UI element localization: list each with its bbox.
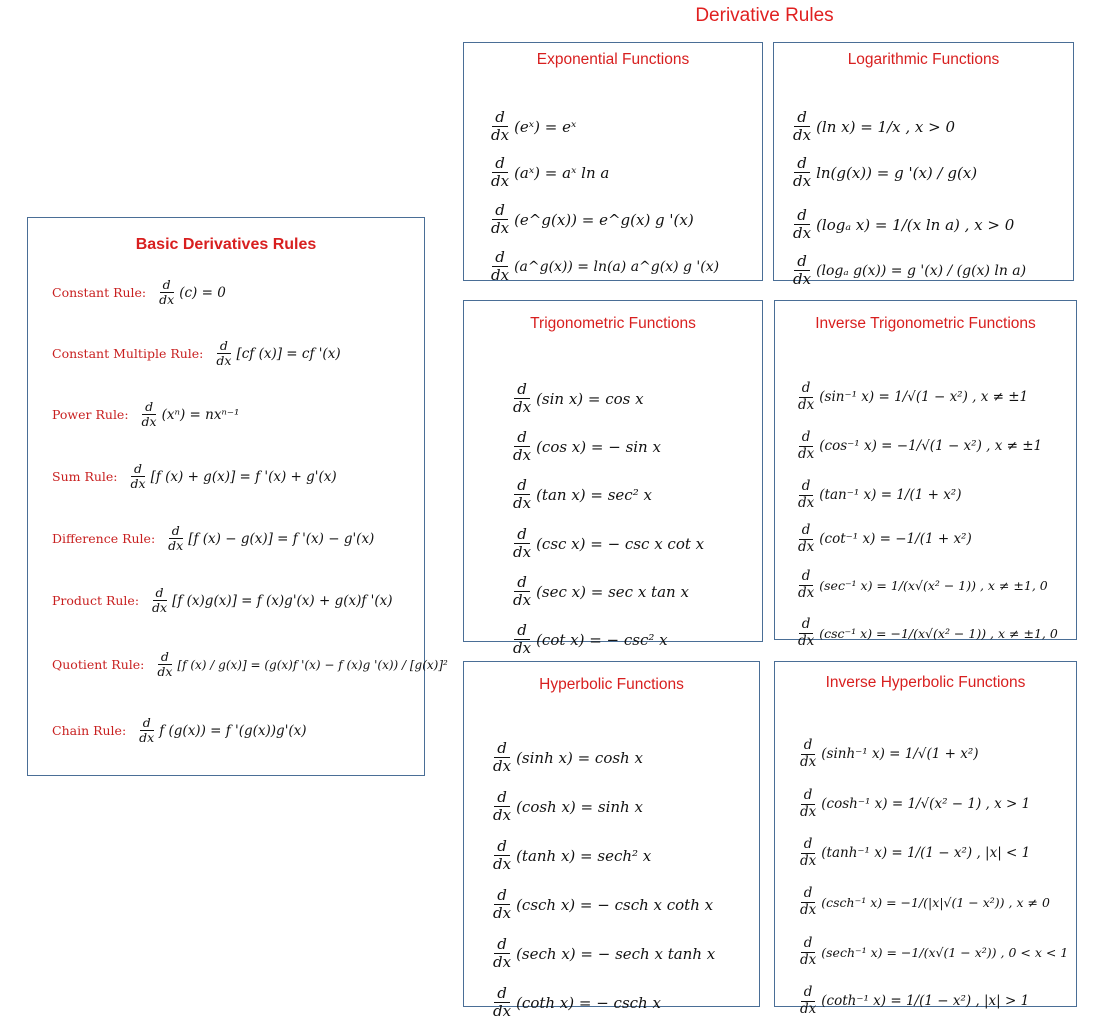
rule-formula: [cf (x)] = cf '(x) [236, 345, 341, 362]
trigonometric-panel [463, 300, 763, 658]
formula: $\frac{d}{dx}$ (csch x) = − csch x coth x [488, 887, 713, 923]
formula: $\frac{d}{dx}$ (sech⁻¹ x) = −1/(x√(1 − x²)) , 0 < x < 1 [795, 936, 1068, 968]
formula: $\frac{d}{dx}$ (eˣ) = eˣ [486, 109, 576, 145]
rule-label: Power Rule: [52, 407, 129, 423]
basic-rules-list [28, 218, 448, 775]
trigonometric-title: Trigonometric Functions [530, 315, 696, 332]
d-dx-operator: $\frac{d}{dx}$ [513, 525, 532, 562]
rule-label: Chain Rule: [52, 723, 127, 739]
inverse-trigonometric-title: Inverse Trigonometric Functions [815, 315, 1036, 332]
logarithmic-title: Logarithmic Functions [847, 51, 1000, 68]
formula: $\frac{d}{dx}$ (logₐ x) = 1/(x ln a) , x > 0 [788, 207, 1014, 243]
formula: $\frac{d}{dx}$ (sinh x) = cosh x [488, 740, 643, 776]
formula: $\frac{d}{dx}$ (aˣ) = aˣ ln a [486, 155, 609, 191]
formula: $\frac{d}{dx}$ (csc⁻¹ x) = −1/(x√(x² − 1)) , x ≠ ±1, 0 [793, 617, 1058, 649]
inverse-trigonometric-panel [774, 300, 1077, 649]
d-dx-operator: $\frac{d}{dx}$ [139, 715, 155, 746]
formula: $\frac{d}{dx}$ (cos⁻¹ x) = −1/√(1 − x²) , x ≠ ±1 [793, 430, 1042, 462]
d-dx-operator: $\frac{d}{dx}$ [800, 984, 817, 1017]
rule-formula: [f (x) / g(x)] = (g(x)f '(x) − f (x)g '(x)) / [g(x)]² [177, 657, 448, 672]
formula: $\frac{d}{dx}$ (cosh⁻¹ x) = 1/√(x² − 1) , x > 1 [795, 788, 1030, 820]
formula: $\frac{d}{dx}$ (sinh⁻¹ x) = 1/√(1 + x²) [795, 738, 979, 770]
rule-formula: [f (x)g(x)] = f (x)g'(x) + g(x)f '(x) [172, 592, 393, 609]
rule-label: Quotient Rule: [52, 657, 145, 673]
formula: $\frac{d}{dx}$ (tan⁻¹ x) = 1/(1 + x²) [793, 479, 961, 511]
formula: $\frac{d}{dx}$ (csch⁻¹ x) = −1/(|x|√(1 − x²)) , x ≠ 0 [795, 886, 1050, 918]
rule-product [52, 586, 393, 616]
rule-formula: [f (x) − g(x)] = f '(x) − g'(x) [188, 530, 375, 547]
exponential-panel [463, 42, 763, 285]
d-dx-operator: $\frac{d}{dx}$ [798, 568, 815, 601]
hyperbolic-panel [463, 661, 760, 1021]
d-dx-operator: $\frac{d}{dx}$ [493, 837, 512, 874]
hyperbolic-title: Hyperbolic Functions [539, 676, 684, 693]
d-dx-operator: $\frac{d}{dx}$ [793, 108, 812, 145]
d-dx-operator: $\frac{d}{dx}$ [513, 573, 532, 610]
rule-label: Product Rule: [52, 593, 140, 609]
rule-power [52, 400, 239, 430]
d-dx-operator: $\frac{d}{dx}$ [793, 154, 812, 191]
rule-label: Constant Rule: [52, 285, 147, 301]
basic-rules-panel [27, 217, 448, 776]
d-dx-operator: $\frac{d}{dx}$ [152, 585, 168, 616]
rule-constant [52, 278, 226, 308]
inverse-hyperbolic-title: Inverse Hyperbolic Functions [825, 674, 1026, 691]
d-dx-operator: $\frac{d}{dx}$ [493, 886, 512, 923]
rule-sum [52, 462, 337, 492]
rule-formula: (xⁿ) = nxⁿ⁻¹ [161, 406, 240, 423]
formula: $\frac{d}{dx}$ (tan x) = sec² x [508, 477, 652, 513]
d-dx-operator: $\frac{d}{dx}$ [130, 461, 146, 492]
d-dx-operator: $\frac{d}{dx}$ [493, 984, 512, 1021]
basic-rules-title: Basic Derivatives Rules [135, 236, 317, 253]
d-dx-operator: $\frac{d}{dx}$ [800, 737, 817, 770]
d-dx-operator: $\frac{d}{dx}$ [800, 935, 817, 968]
formula: $\frac{d}{dx}$ (tanh⁻¹ x) = 1/(1 − x²) , |x| < 1 [795, 837, 1030, 869]
formula: $\frac{d}{dx}$ (sin⁻¹ x) = 1/√(1 − x²) , x ≠ ±1 [793, 381, 1028, 413]
rule-formula: f (g(x)) = f '(g(x))g'(x) [159, 722, 307, 739]
formula: $\frac{d}{dx}$ (sec⁻¹ x) = 1/(x√(x² − 1)) , x ≠ ±1, 0 [793, 569, 1048, 601]
d-dx-operator: $\frac{d}{dx}$ [800, 836, 817, 869]
d-dx-operator: $\frac{d}{dx}$ [491, 248, 510, 285]
page-title: Derivative Rules [695, 5, 834, 26]
formula: $\frac{d}{dx}$ ln(g(x)) = g '(x) / g(x) [788, 155, 977, 191]
d-dx-operator: $\frac{d}{dx}$ [491, 154, 510, 191]
d-dx-operator: $\frac{d}{dx}$ [513, 476, 532, 513]
formula: $\frac{d}{dx}$ (e^g(x)) = e^g(x) g '(x) [486, 202, 694, 238]
exponential-title: Exponential Functions [536, 51, 690, 68]
formula: $\frac{d}{dx}$ (coth⁻¹ x) = 1/(1 − x²) , |x| > 1 [795, 985, 1029, 1017]
formula: $\frac{d}{dx}$ (sin x) = cos x [508, 381, 644, 417]
formula: $\frac{d}{dx}$ (csc x) = − csc x cot x [508, 526, 704, 562]
d-dx-operator: $\frac{d}{dx}$ [513, 428, 532, 465]
inverse-hyperbolic-panel [774, 661, 1077, 1017]
d-dx-operator: $\frac{d}{dx}$ [798, 478, 815, 511]
formula: $\frac{d}{dx}$ (sech x) = − sech x tanh x [488, 936, 715, 972]
formula: $\frac{d}{dx}$ (cos x) = − sin x [508, 429, 661, 465]
d-dx-operator: $\frac{d}{dx}$ [793, 252, 812, 289]
d-dx-operator: $\frac{d}{dx}$ [493, 739, 512, 776]
rule-chain [52, 716, 307, 746]
d-dx-operator: $\frac{d}{dx}$ [793, 206, 812, 243]
rule-formula: (c) = 0 [179, 284, 226, 301]
formula: $\frac{d}{dx}$ (ln x) = 1/x , x > 0 [788, 109, 955, 145]
d-dx-operator: $\frac{d}{dx}$ [168, 523, 184, 554]
rule-label: Difference Rule: [52, 531, 156, 547]
formula: $\frac{d}{dx}$ (cosh x) = sinh x [488, 789, 643, 825]
formula: $\frac{d}{dx}$ (a^g(x)) = ln(a) a^g(x) g '(x) [486, 249, 719, 285]
d-dx-operator: $\frac{d}{dx}$ [141, 399, 157, 430]
rule-constant-multiple [52, 339, 341, 369]
d-dx-operator: $\frac{d}{dx}$ [798, 429, 815, 462]
d-dx-operator: $\frac{d}{dx}$ [216, 338, 232, 369]
d-dx-operator: $\frac{d}{dx}$ [491, 201, 510, 238]
formula: $\frac{d}{dx}$ (cot x) = − csc² x [508, 622, 668, 658]
d-dx-operator: $\frac{d}{dx}$ [798, 616, 815, 649]
logarithmic-panel [773, 42, 1074, 289]
d-dx-operator: $\frac{d}{dx}$ [493, 788, 512, 825]
d-dx-operator: $\frac{d}{dx}$ [800, 787, 817, 820]
rule-quotient [52, 650, 448, 680]
rule-formula: [f (x) + g(x)] = f '(x) + g'(x) [150, 468, 337, 485]
d-dx-operator: $\frac{d}{dx}$ [159, 277, 175, 308]
d-dx-operator: $\frac{d}{dx}$ [493, 935, 512, 972]
d-dx-operator: $\frac{d}{dx}$ [491, 108, 510, 145]
formula: $\frac{d}{dx}$ (sec x) = sec x tan x [508, 574, 689, 610]
d-dx-operator: $\frac{d}{dx}$ [157, 649, 173, 680]
rule-difference [52, 524, 374, 554]
d-dx-operator: $\frac{d}{dx}$ [798, 522, 815, 555]
rule-label: Sum Rule: [52, 469, 118, 485]
formula: $\frac{d}{dx}$ (cot⁻¹ x) = −1/(1 + x²) [793, 523, 972, 555]
formula: $\frac{d}{dx}$ (tanh x) = sech² x [488, 838, 651, 874]
d-dx-operator: $\frac{d}{dx}$ [513, 621, 532, 658]
d-dx-operator: $\frac{d}{dx}$ [798, 380, 815, 413]
d-dx-operator: $\frac{d}{dx}$ [800, 885, 817, 918]
formula: $\frac{d}{dx}$ (coth x) = − csch x [488, 985, 661, 1021]
formula: $\frac{d}{dx}$ (logₐ g(x)) = g '(x) / (g(x) ln a) [788, 253, 1026, 289]
d-dx-operator: $\frac{d}{dx}$ [513, 380, 532, 417]
rule-label: Constant Multiple Rule: [52, 346, 204, 362]
